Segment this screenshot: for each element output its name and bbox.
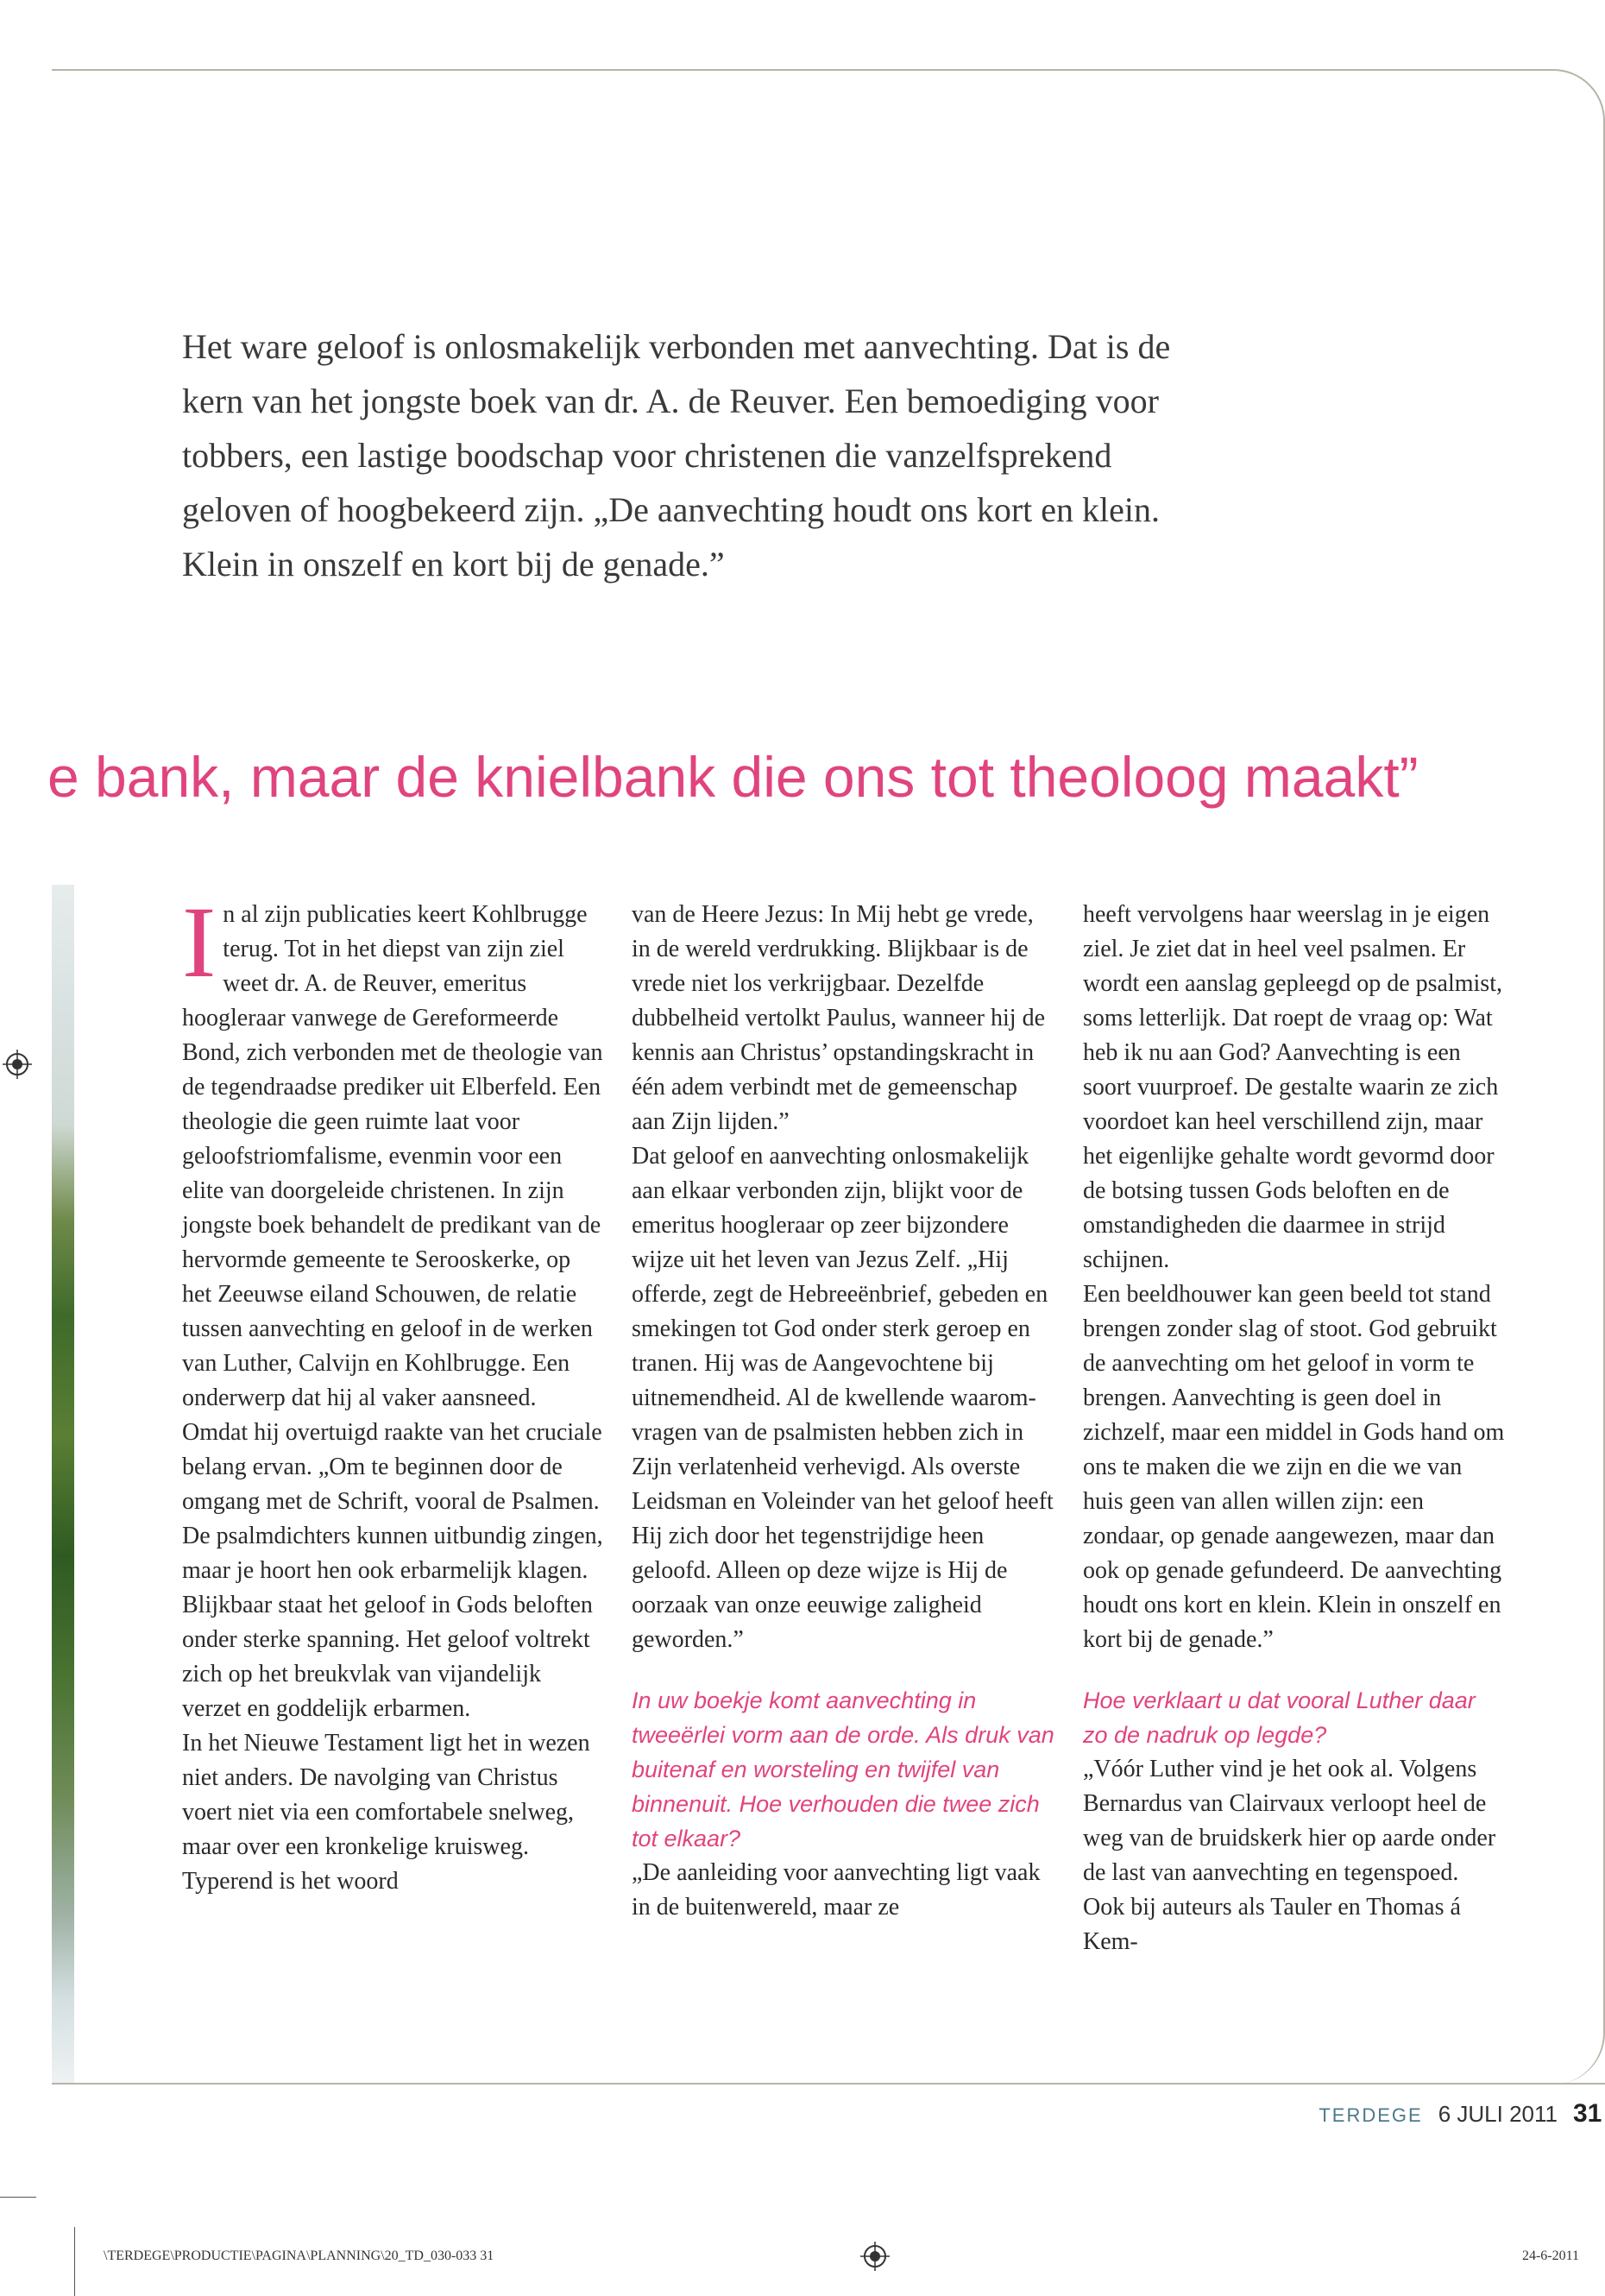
paragraph <box>182 886 605 1726</box>
magazine-name: TERDEGE <box>1319 2104 1423 2126</box>
article-column-2 <box>632 898 1054 1925</box>
page-number: 31 <box>1573 2099 1602 2128</box>
paragraph: „Vóór Luther vind je het ook al. Volgens Bernardus van Clairvaux verloopt heel de weg van de bruidskerk hier op aarde onder de last van aanvechting en tegenspoed. Ook bij auteurs als Tauler en Thomas á Kem- <box>1083 1756 1496 1955</box>
paragraph: Dat geloof en aanvechting onlosmakelijk aan elkaar verbonden zijn, blijkt voor de emeritus hoogleraar op zeer bijzondere wijze uit het leven van Jezus Zelf. „Hij offerde, zegt de Hebreeënbrief, gebeden en smekingen tot God onder sterk geroep en tranen. Hij was de Aangevochtene bij uitnemendheid. Al de kwellende waarom-vragen van de psalmisten hebben zich in Zijn verlatenheid verhevigd. Als overste Leidsman en Voleinder van het geloof heeft Hij zich door het tegenstrijdige heen geloofd. Alleen op deze wijze is Hij de oorzaak van onze eeuwige zaligheid geworden.” <box>632 1143 1054 1653</box>
paragraph: In het Nieuwe Testament ligt het in wezen niet anders. De navolging van Christus voert niet via een comfortabele snelweg, maar over een kronkelige kruisweg. Typerend is het woord <box>182 1730 590 1895</box>
intro-lead: Het ware geloof is onlosmakelijk verbonden met aanvechting. Dat is de kern van het jongste boek van dr. A. de Reuver. Een bemoediging voor tobbers, een lastige boodschap voor christenen die vanzelfsprekend geloven of hoogbekeerd zijn. „De aanvechting houdt ons kort en klein. Klein in onszelf en kort bij de genade.” <box>182 327 1171 583</box>
page-footer <box>1319 2099 1602 2134</box>
print-slug-path: \TERDEGE\PRODUCTIE\PAGINA\PLANNING\20_TD_030-033 31 <box>104 2249 494 2263</box>
pull-quote: e bank, maar de knielbank die ons tot theoloog maakt” <box>47 745 1419 809</box>
page-frame-bottom <box>52 2083 1605 2085</box>
paragraph: „De aanleiding voor aanvechting ligt vaak in de buitenwereld, maar ze <box>632 1859 1041 1921</box>
issue-date: 6 JULI 2011 <box>1438 2101 1558 2127</box>
paragraph-text: n al zijn publicaties keert Kohlbrugge terug. Tot in het diepst van zijn ziel weet dr. A. de Reuver, emeritus hoogleraar vanwege de Gereformeerde Bond, zich verbonden met de theologie van de tegendraadse prediker uit Elberfeld. Een theologie die geen ruimte laat voor geloofstriomfalisme, evenmin voor een elite van doorgeleide christenen. In zijn jongste boek behandelt de predikant van de hervormde gemeente te Serooskerke, op het Zeeuwse eiland Schouwen, de relatie tussen aanvechting en geloof in de werken van Luther, Calvijn en Kohlbrugge. Een onderwerp dat hij al vaker aansneed. Omdat hij overtuigd raakte van het cruciale belang ervan. „Om te beginnen door de omgang met de Schrift, vooral de Psalmen. De psalmdichters kunnen uitbundig zingen, maar je hoort hen ook erbarmelijk klagen. Blijkbaar staat het geloof in Gods beloften onder sterke spanning. Het geloof voltrekt zich op het breukvlak van vijandelijk verzet en goddelijk erbarmen. <box>182 901 603 1722</box>
article-column-3 <box>1083 898 1506 1959</box>
paragraph: van de Heere Jezus: In Mij hebt ge vrede, in de wereld verdrukking. Blijkbaar is de vrede niet los verkrijgbaar. Dezelfde dubbelheid vertolkt Paulus, wanneer hij de kennis aan Christus’ opstandingskracht in één adem verbindt met de gemeenschap aan Zijn lijden.” <box>632 901 1045 1135</box>
dropcap: I <box>182 886 217 999</box>
registration-mark-icon <box>860 2242 890 2271</box>
registration-mark-icon <box>3 1050 32 1079</box>
print-slug-date: 24-6-2011 <box>1521 2249 1579 2263</box>
crop-mark <box>0 2197 36 2198</box>
interview-question: Hoe verklaart u dat vooral Luther daar zo de nadruk op legde? <box>1083 1687 1476 1748</box>
paragraph: heeft vervolgens haar weerslag in je eigen ziel. Je ziet dat in heel veel psalmen. Er wordt een aanslag gepleegd op de psalmist, soms letterlijk. Dat roept de vraag op: Wat heb ik nu aan God? Aanvechting is een soort vuurproef. De gestalte waarin ze zich voordoet kan heel verschillend zijn, maar het eigenlijke gehalte wordt gevormd door de botsing tussen Gods beloften en de omstandigheden die daarmee in strijd schijnen. <box>1083 901 1502 1273</box>
paragraph: Een beeldhouwer kan geen beeld tot stand brengen zonder slag of stoot. God gebruikt de aanvechting om het geloof in vorm te brengen. Aanvechting is geen doel in zichzelf, maar een middel in Gods hand om ons te maken die we zijn en die we van huis geen van allen willen zijn: een zondaar, op genade aangewezen, maar dan ook op genade gefundeerd. De aanvechting houdt ons kort en klein. Klein in onszelf en kort bij de genade.” <box>1083 1281 1505 1653</box>
photo-strip-edge <box>52 885 74 2083</box>
crop-mark <box>74 2227 75 2296</box>
interview-question: In uw boekje komt aanvechting in tweeërlei vorm aan de orde. Als druk van buitenaf en worsteling en twijfel van binnenuit. Hoe verhouden die twee zich tot elkaar? <box>632 1687 1054 1851</box>
article-column-1 <box>182 886 605 1899</box>
